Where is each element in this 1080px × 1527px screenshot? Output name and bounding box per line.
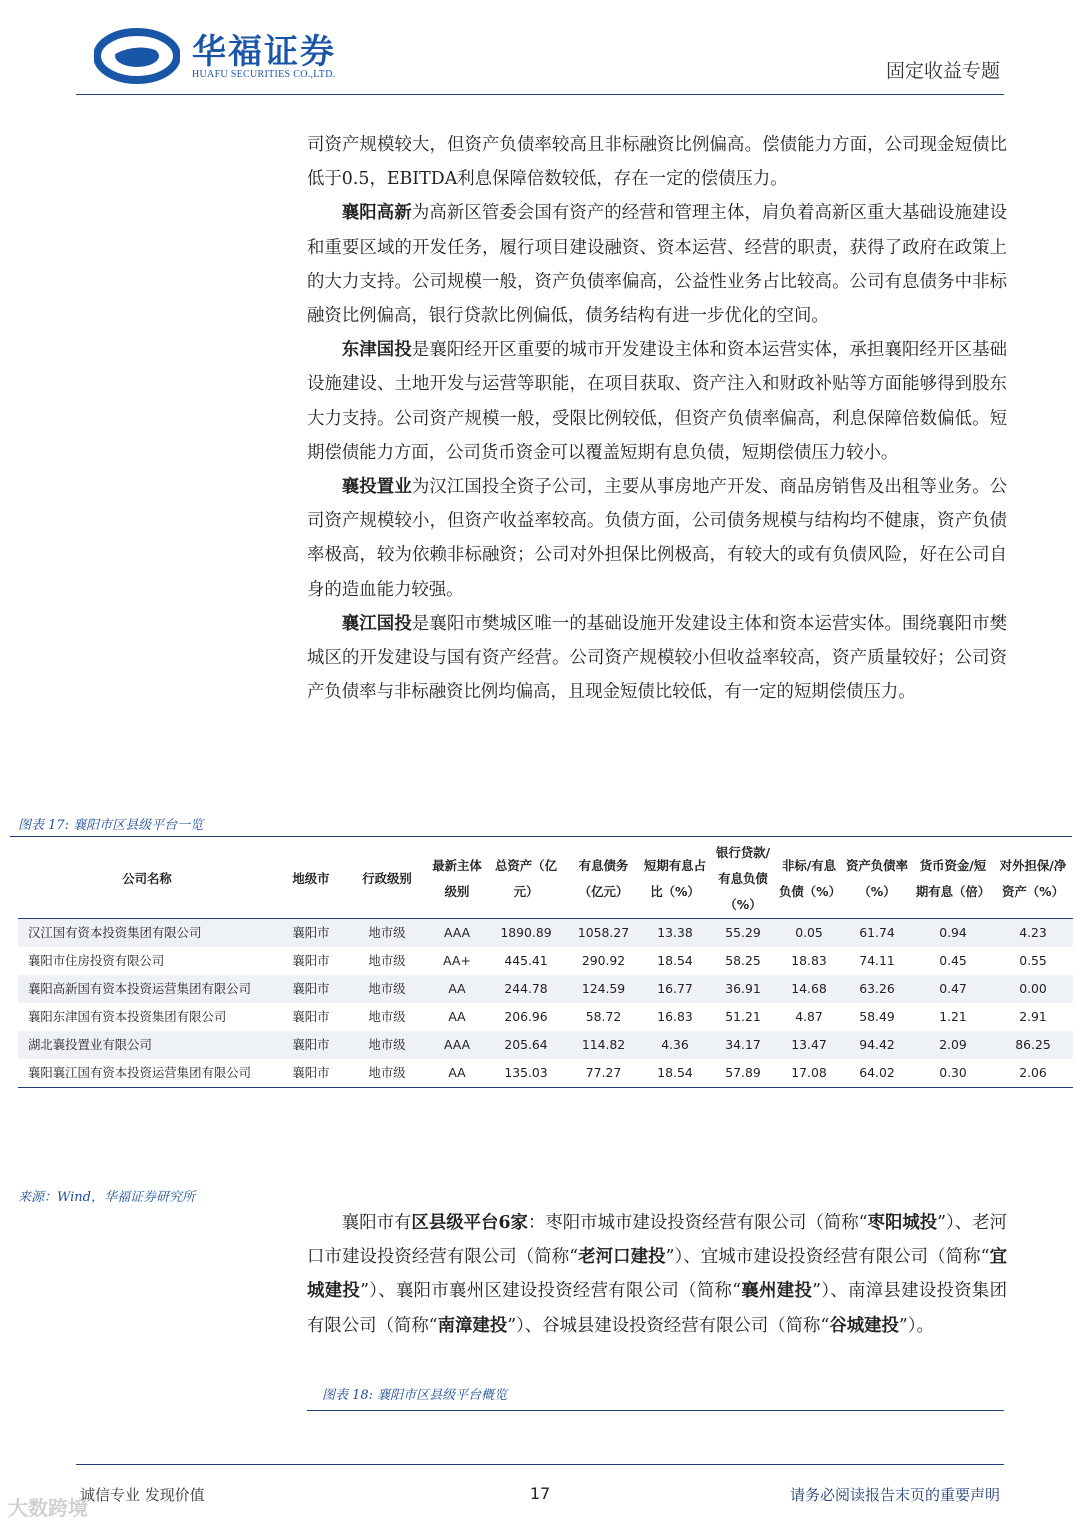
table-cell: 61.74 — [841, 919, 913, 948]
table-cell: 地市级 — [346, 919, 428, 948]
table-cell: 2.91 — [1019, 1009, 1047, 1024]
table-cell: 地市级 — [368, 953, 406, 968]
table-cell: 襄阳市 — [292, 953, 330, 968]
table-cell: 86.25 — [993, 1031, 1073, 1059]
table-cell: 2.06 — [993, 1059, 1073, 1088]
paragraph-dongjin — [307, 333, 1007, 470]
paragraph-body: 是襄阳市樊城区唯一的基础设施开发建设主体和资本运营实体。围绕襄阳市樊城区的开发建设与国有资产经营。公司资产规模较小但收益率较高，资产质量较好；公司资产负债率与非标融资比例均偏高，且现金短债比较低，有一定的短期偿债压力。 — [307, 613, 1007, 703]
text-run-bold: 老河口建投 — [578, 1247, 666, 1268]
table-cell: 0.05 — [777, 919, 841, 948]
table-cell: 地市级 — [368, 1009, 406, 1024]
table-cell: 1890.89 — [486, 919, 566, 948]
table-cell: 57.89 — [709, 1059, 777, 1088]
table-cell: 34.17 — [709, 1031, 777, 1059]
company-logo — [94, 24, 364, 88]
text-run: ”）、宜城市建设投资经营有限公司（简称“ — [665, 1247, 990, 1268]
table-cell: 17.08 — [777, 1059, 841, 1088]
table-cell: 襄阳市 — [276, 1059, 346, 1088]
paragraph-continued: 司资产规模较大，但资产负债率较高且非标融资比例偏高。偿债能力方面，公司现金短债比低于0.5，EBITDA利息保障倍数较低，存在一定的偿债压力。 — [307, 135, 1007, 190]
table-cell: AAA — [428, 1031, 486, 1059]
table-cell: 63.26 — [841, 975, 913, 1003]
paragraph-xiangjiang — [307, 607, 1007, 710]
table-cell: 地市级 — [346, 1059, 428, 1088]
logo-chinese-name: 华福证券 — [192, 32, 336, 72]
text-run-bold: 襄州建投 — [741, 1281, 813, 1302]
table-cell: 16.83 — [657, 1009, 693, 1024]
column-header: 总资产（亿元） — [486, 840, 566, 919]
column-header: 行政级别 — [346, 840, 428, 919]
table-cell: 襄阳高新国有资本投资运营集团有限公司 — [18, 975, 276, 1003]
figure18-top-rule — [307, 1410, 1004, 1411]
figure17-top-rule — [10, 836, 1072, 837]
table-cell: 36.91 — [709, 975, 777, 1003]
text-run-bold: 区县级平台6家 — [411, 1213, 528, 1233]
column-header: 公司名称 — [18, 840, 276, 919]
table-cell: 135.03 — [486, 1059, 566, 1088]
text-run-bold: 谷城建投 — [829, 1315, 899, 1336]
table-cell: 58.72 — [585, 1009, 622, 1024]
column-header: 最新主体级别 — [428, 840, 486, 919]
logo-english-name: HUAFU SECURITIES CO.,LTD. — [192, 69, 336, 80]
table-cell: 14.68 — [777, 975, 841, 1003]
text-run-bold: 宜城建投 — [307, 1247, 1007, 1302]
table-cell: 18.83 — [791, 953, 827, 968]
paragraph-lead: 襄投置业 — [341, 477, 412, 498]
logo-emblem-icon — [94, 28, 180, 84]
table-row — [18, 919, 1073, 948]
table-cell: 74.11 — [859, 953, 895, 968]
paragraph-xiangtou-zhiye — [307, 470, 1007, 607]
table-cell: 1058.27 — [566, 919, 641, 948]
figure18-caption: 图表 18: 襄阳市区县级平台概览 — [322, 1388, 508, 1403]
paragraph-body: 是襄阳经开区重要的城市开发建设主体和资本运营实体，承担襄阳经开区基础设施建设、土地开发与运营等职能，在项目获取、资产注入和财政补贴等方面能够得到股东大力支持。公司资产规模一般，受限比例较低，但资产负债率偏高，利息保障倍数偏低。短期偿债能力方面，公司货币资金可以覆盖短期有息负债，短期偿债压力较小。 — [307, 340, 1007, 463]
table-cell: 94.42 — [841, 1031, 913, 1059]
text-run: ”）、谷城县建设投资经营有限公司（简称“ — [507, 1315, 830, 1336]
table-cell: 襄阳市 — [292, 1009, 330, 1024]
page-number: 17 — [529, 1484, 551, 1503]
paragraph-lead: 东津国投 — [341, 340, 412, 361]
table-cell: 206.96 — [504, 1009, 548, 1024]
platform-table — [18, 840, 1073, 1088]
table-cell: 64.02 — [841, 1059, 913, 1088]
table-row — [18, 947, 1073, 975]
table-cell: 290.92 — [581, 953, 626, 968]
text-run: ”）、襄阳市襄州区建设投资经营有限公司（简称“ — [360, 1281, 742, 1302]
table-cell: 18.54 — [657, 953, 693, 968]
table-cell: 襄阳东津国有资本投资集团有限公司 — [28, 1009, 227, 1024]
table-cell: 4.23 — [993, 919, 1073, 948]
table-header-row — [18, 840, 1073, 919]
table-cell: 襄阳市住房投资有限公司 — [28, 953, 165, 968]
table-row — [18, 1059, 1073, 1088]
table-cell: 0.55 — [1019, 953, 1047, 968]
table-cell: 51.21 — [725, 1009, 761, 1024]
table-cell: 襄阳市 — [276, 1031, 346, 1059]
table-cell: 0.00 — [993, 975, 1073, 1003]
table-cell: 4.36 — [641, 1031, 709, 1059]
table-cell: AA — [448, 1009, 466, 1024]
header-divider — [76, 94, 1004, 95]
lower-body-text — [307, 1206, 1007, 1343]
table-cell: 445.41 — [504, 953, 548, 968]
table-cell: 13.38 — [641, 919, 709, 948]
text-run-bold: 枣阳城投 — [867, 1213, 938, 1233]
text-run: ”）。 — [898, 1315, 934, 1336]
table-cell: 16.77 — [641, 975, 709, 1003]
table-cell: 244.78 — [486, 975, 566, 1003]
table-cell: 襄阳襄江国有资本投资运营集团有限公司 — [18, 1059, 276, 1088]
table-cell: 55.29 — [709, 919, 777, 948]
text-run: ”）、南漳县建设投资集团有限公司（简称“ — [307, 1281, 1007, 1336]
table-cell: 地市级 — [346, 975, 428, 1003]
table-cell: 0.47 — [913, 975, 993, 1003]
paragraph-county-platforms — [307, 1206, 1007, 1343]
footer-disclaimer: 请务必阅读报告末页的重要声明 — [789, 1486, 1000, 1504]
table-cell: 地市级 — [346, 1031, 428, 1059]
table-cell: AA — [428, 975, 486, 1003]
table-cell: AA — [428, 1059, 486, 1088]
text-run: 襄阳市有 — [341, 1213, 412, 1233]
table-cell: 襄阳市 — [276, 975, 346, 1003]
paragraph-lead: 襄阳高新 — [341, 203, 412, 224]
paragraph-body: 为汉江国投全资子公司，主要从事房地产开发、商品房销售及出租等业务。公司资产规模较小，但资产收益率较高。负债方面，公司债务规模与结构均不健康，资产负债率极高，较为依赖非标融资；公司对外担保比例极高，有较大的或有负债风险，好在公司自身的造血能力较强。 — [307, 477, 1007, 600]
table-cell: 2.09 — [913, 1031, 993, 1059]
paragraph-xiangyang-hitech — [307, 196, 1007, 333]
paragraph-body: 为高新区管委会国有资产的经营和管理主体，肩负着高新区重大基础设施建设和重要区域的开发任务，履行项目建设融资、资本运营、经营的职责，获得了政府在政策上的大力支持。公司规模一般，资产负债率偏高，公益性业务占比较高。公司有息债务中非标融资比例偏高，银行贷款比例偏低，债务结构有进一步优化的空间。 — [307, 203, 1007, 327]
table-cell: 汉江国有资本投资集团有限公司 — [18, 919, 276, 948]
watermark: 大数跨境 — [8, 1496, 88, 1520]
text-run: ：枣阳市城市建设投资经营有限公司（简称“ — [527, 1213, 868, 1233]
paragraph-lead: 襄江国投 — [341, 613, 412, 634]
text-run-bold: 南漳建投 — [437, 1315, 508, 1336]
section-title: 固定收益专题 — [885, 60, 1000, 82]
column-header: 银行贷款/有息负债（%） — [709, 840, 777, 919]
table-cell: 124.59 — [566, 975, 641, 1003]
table-cell: 4.87 — [795, 1009, 823, 1024]
column-header: 资产负债率（%） — [841, 840, 913, 919]
table-row — [18, 975, 1073, 1003]
table-cell: 58.49 — [859, 1009, 895, 1024]
upper-body-text — [307, 128, 1007, 709]
table-row — [18, 1031, 1073, 1059]
column-header: 货币资金/短期有息（倍） — [913, 840, 993, 919]
column-header: 对外担保/净资产（%） — [993, 840, 1073, 919]
table-cell: 114.82 — [566, 1031, 641, 1059]
table-cell: 0.30 — [913, 1059, 993, 1088]
table-cell: 58.25 — [725, 953, 761, 968]
column-header: 有息债务（亿元） — [566, 840, 641, 919]
column-header: 非标/有息负债（%） — [777, 840, 841, 919]
footer-divider — [76, 1464, 1004, 1465]
table-cell: 襄阳市 — [276, 919, 346, 948]
table-cell: 0.45 — [939, 953, 967, 968]
footer-slogan: 诚信专业 发现价值 — [80, 1486, 205, 1504]
table-cell: 0.94 — [913, 919, 993, 948]
table-cell: AAA — [428, 919, 486, 948]
table-row — [18, 1003, 1073, 1031]
column-header: 地级市 — [276, 840, 346, 919]
table-cell: 13.47 — [777, 1031, 841, 1059]
table-cell: 77.27 — [566, 1059, 641, 1088]
table-cell: 1.21 — [939, 1009, 967, 1024]
text-run: ”）、老河口市建设投资经营有限公司（简称“ — [307, 1213, 1007, 1268]
column-header: 短期有息占比（%） — [641, 840, 709, 919]
table-cell: 205.64 — [486, 1031, 566, 1059]
table-cell: 湖北襄投置业有限公司 — [18, 1031, 276, 1059]
table-cell: AA+ — [443, 953, 471, 968]
table-cell: 18.54 — [641, 1059, 709, 1088]
figure17-caption: 图表 17: 襄阳市区县级平台一览 — [18, 818, 204, 833]
figure17-source: 来源：Wind，华福证券研究所 — [18, 1190, 195, 1205]
